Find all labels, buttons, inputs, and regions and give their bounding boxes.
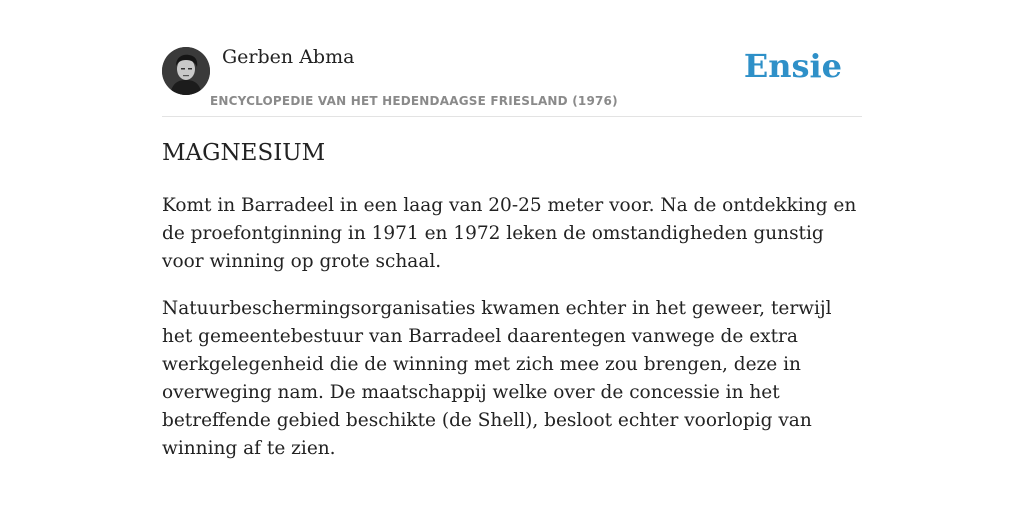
author-name[interactable]: Gerben Abma [222,46,355,68]
article-title: MAGNESIUM [162,140,326,166]
article-paragraph: Natuurbeschermingsorganisaties kwamen echter in het geweer, terwijl het gemeentebestuur van Barradeel daarentegen vanwege de extra werkgelegenheid die de winning met zich mee zou brengen, deze in overweging nam. De maatschappij welke over de concessie in het betreffende gebied beschikte (de Shell), besloot echter voorlopig van winning af te zien. [162,298,832,459]
article-card [162,0,862,459]
article-paragraph: Komt in Barradeel in een laag van 20-25 meter voor. Na de ontdekking en de proefontginning in 1971 en 1972 leken de omstandigheden gunstig voor winning op grote schaal. [162,195,857,272]
article-body [162,192,862,482]
portrait-image [162,47,210,95]
author-avatar[interactable] [162,47,210,95]
article-header [162,0,862,117]
source-label[interactable]: ENCYCLOPEDIE VAN HET HEDENDAAGSE FRIESLAND (1976) [210,94,618,108]
site-logo[interactable]: Ensie [743,47,842,85]
